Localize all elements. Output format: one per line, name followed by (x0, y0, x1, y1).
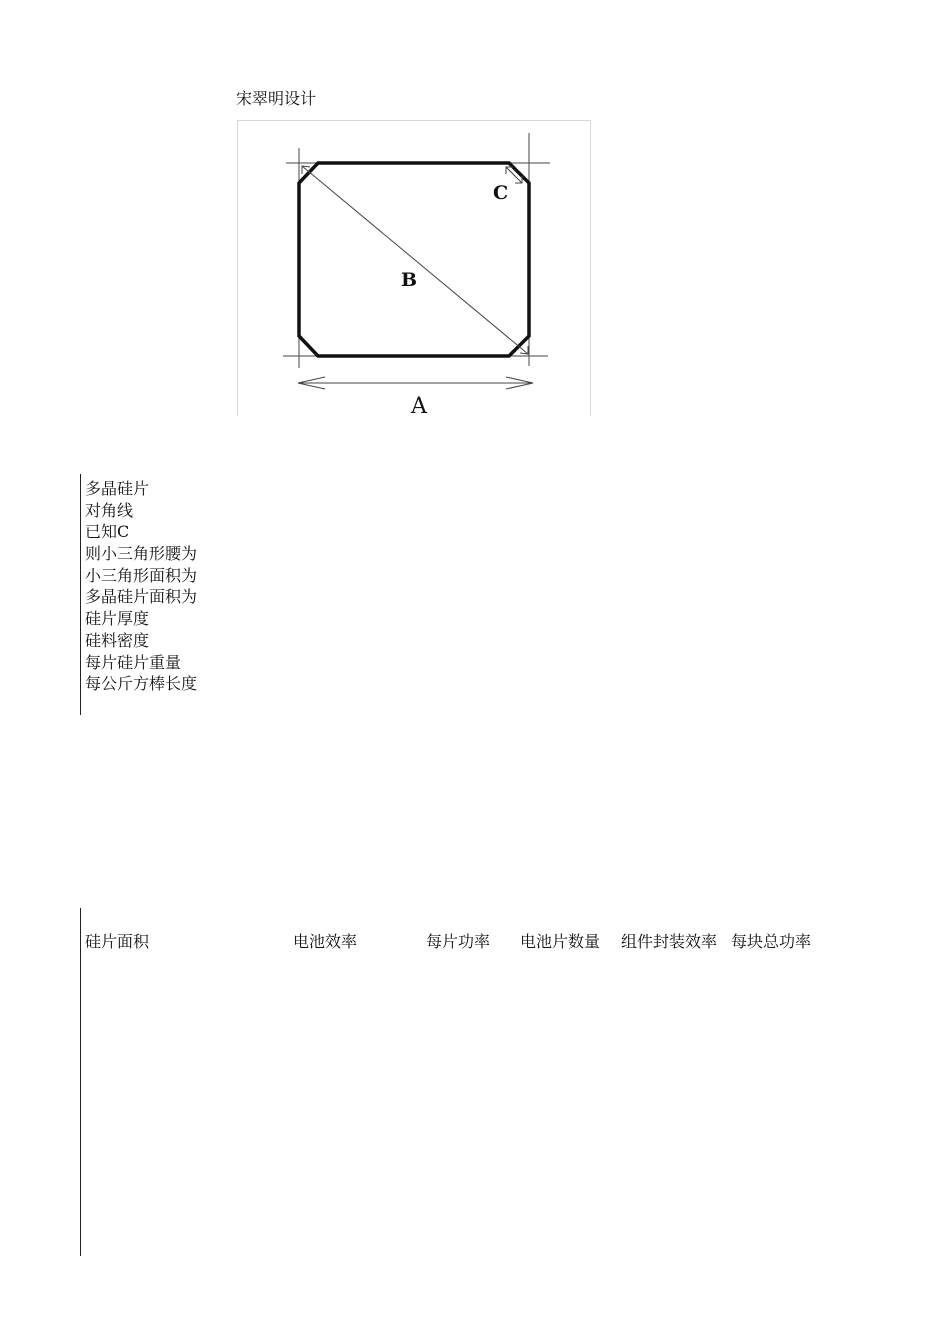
label-c: C (493, 182, 509, 204)
header-power-per-cell: 每片功率 (426, 932, 491, 951)
param-label: 小三角形面积为 (85, 565, 198, 585)
param-label: 多晶硅片 (85, 479, 150, 498)
parameter-list (85, 478, 197, 695)
param-label: 每片硅片重量 (85, 652, 182, 672)
header-wafer-area: 硅片面积 (85, 932, 150, 951)
header-cell-count: 电池片数量 (520, 932, 601, 951)
param-label: 多晶硅片面积为 (85, 587, 198, 607)
param-label: 已知C (85, 522, 130, 542)
designer-caption: 宋翠明设计 (236, 89, 317, 108)
param-label: 硅料密度 (85, 630, 150, 650)
section-divider-parameters (80, 474, 81, 715)
wafer-diagram-svg (238, 121, 590, 416)
label-b: B (401, 269, 418, 291)
wafer-diagram (237, 120, 591, 416)
param-label: 对角线 (85, 500, 134, 520)
label-a: A (411, 394, 427, 416)
param-label: 每公斤方棒长度 (85, 674, 198, 694)
section-divider-table (80, 908, 81, 1256)
header-total-power: 每块总功率 (731, 932, 812, 951)
param-label: 则小三角形腰为 (85, 544, 198, 564)
header-module-efficiency: 组件封装效率 (621, 932, 718, 951)
header-cell-efficiency: 电池效率 (293, 932, 358, 951)
param-label: 硅片厚度 (85, 609, 150, 629)
